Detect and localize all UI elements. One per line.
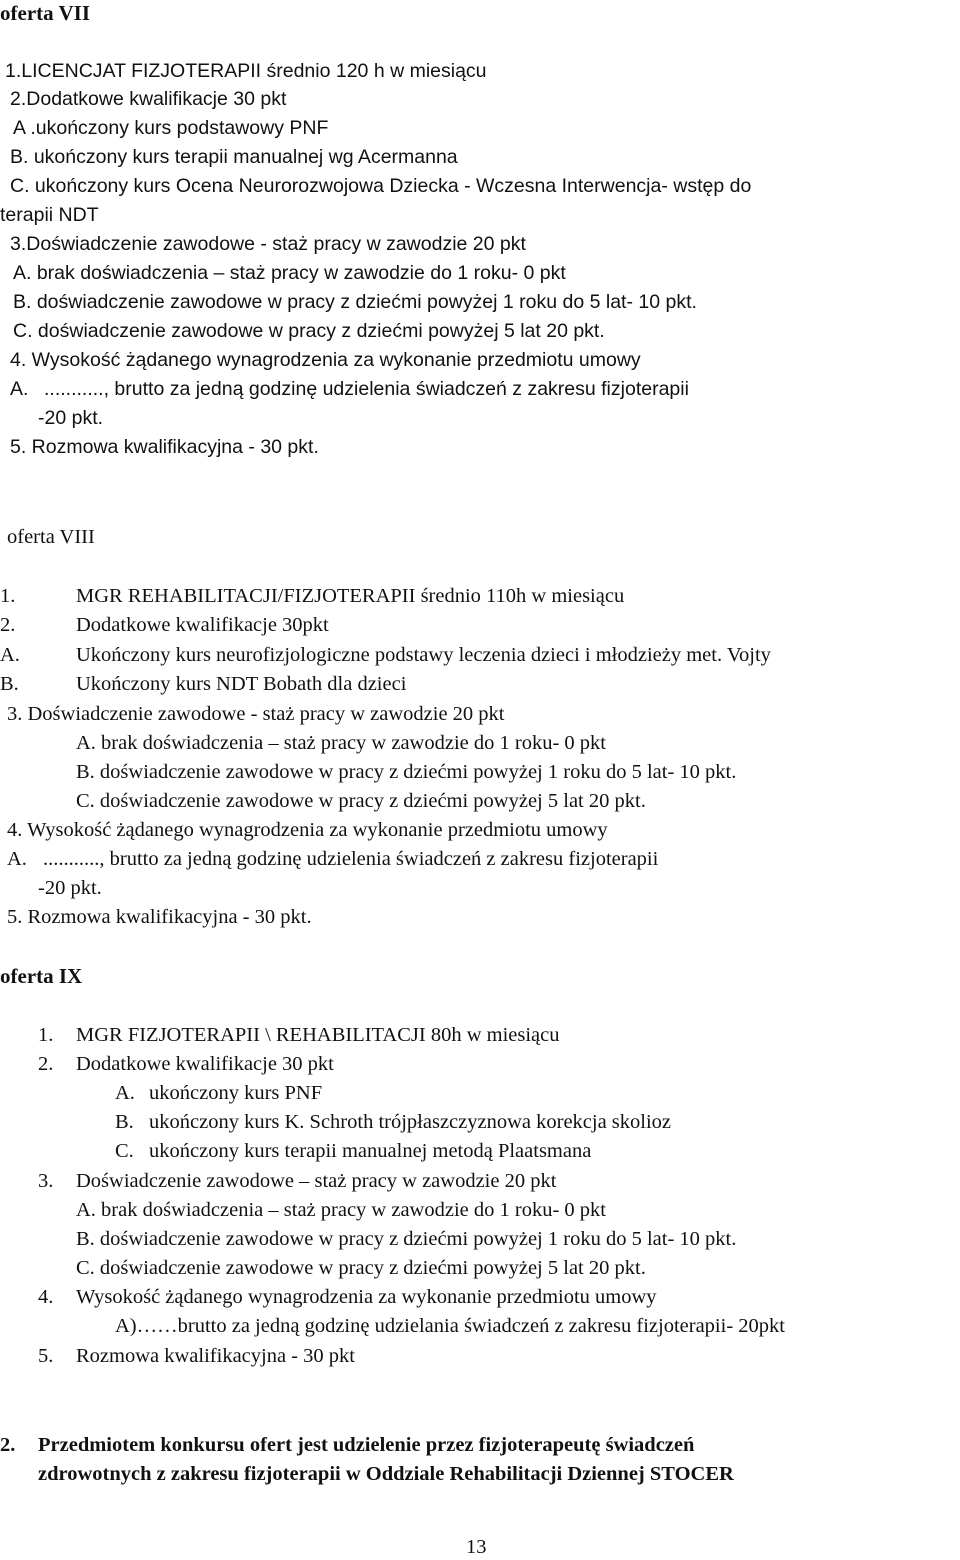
oferta-9-line-12 — [38, 1343, 355, 1369]
oferta-7-line-2: 2.Dodatkowe kwalifikacje 30 pkt — [10, 88, 287, 110]
oferta-9-line-2-text: Dodatkowe kwalifikacje 30 pkt — [76, 1053, 334, 1075]
oferta-8-line-4-label: B. — [0, 673, 19, 695]
section-2-number: 2. — [0, 1434, 16, 1456]
oferta-9-line-3-label: A. — [115, 1082, 135, 1104]
oferta-8-heading: oferta VIII — [7, 526, 95, 548]
oferta-7-line-14: 5. Rozmowa kwalifikacyjna - 30 pkt. — [10, 436, 319, 458]
oferta-8-line-9: 4. Wysokość żądanego wynagrodzenia za wykonanie przedmiotu umowy — [7, 819, 608, 841]
oferta-7-line-8: A. brak doświadczenia – staż pracy w zawodzie do 1 roku- 0 pkt — [13, 262, 566, 284]
oferta-9-line-4-text: ukończony kurs K. Schroth trójpłaszczyznowa korekcja skolioz — [149, 1111, 672, 1133]
oferta-8-line-10 — [7, 846, 658, 872]
oferta-7-line-12-label: A. — [10, 378, 29, 400]
oferta-8-line-3-text: Ukończony kurs neurofizjologiczne podstawy leczenia dzieci i młodzieży met. Vojty — [76, 644, 771, 666]
oferta-7-line-11: 4. Wysokość żądanego wynagrodzenia za wykonanie przedmiotu umowy — [10, 349, 641, 371]
oferta-7-line-12-text: ..........., brutto za jedną godzinę udzielenia świadczeń z zakresu fizjoterapii — [44, 378, 689, 400]
oferta-7-line-3: A .ukończony kurs podstawowy PNF — [13, 117, 329, 139]
oferta-7-line-5: C. ukończony kurs Ocena Neurorozwojowa Dziecka - Wczesna Interwencja- wstęp do — [10, 175, 752, 197]
oferta-8-line-10-text: ..........., brutto za jedną godzinę udzielenia świadczeń z zakresu fizjoterapii — [43, 848, 659, 870]
oferta-9-line-4 — [115, 1109, 671, 1135]
oferta-9-line-2 — [38, 1051, 334, 1077]
oferta-9-line-5-label: C. — [115, 1140, 134, 1162]
oferta-9-line-7: A. brak doświadczenia – staż pracy w zawodzie do 1 roku- 0 pkt — [76, 1199, 606, 1221]
oferta-8-line-1-number: 1. — [0, 585, 16, 607]
oferta-9-line-6-text: Doświadczenie zawodowe – staż pracy w zawodzie 20 pkt — [76, 1170, 557, 1192]
oferta-8-line-3 — [0, 642, 771, 668]
oferta-9-line-6 — [38, 1168, 556, 1194]
oferta-7-line-6: terapii NDT — [0, 204, 99, 226]
oferta-9-line-1 — [38, 1022, 560, 1048]
oferta-9-line-8: B. doświadczenie zawodowe w pracy z dziećmi powyżej 1 roku do 5 lat- 10 pkt. — [76, 1228, 737, 1250]
oferta-8-line-2 — [0, 612, 329, 638]
oferta-9-line-9: C. doświadczenie zawodowe w pracy z dziećmi powyżej 5 lat 20 pkt. — [76, 1257, 646, 1279]
oferta-8-line-8: C. doświadczenie zawodowe w pracy z dziećmi powyżej 5 lat 20 pkt. — [76, 790, 646, 812]
oferta-7-line-10: C. doświadczenie zawodowe w pracy z dziećmi powyżej 5 lat 20 pkt. — [13, 320, 605, 342]
oferta-7-line-4: B. ukończony kurs terapii manualnej wg Acermanna — [10, 146, 458, 168]
oferta-8-line-2-text: Dodatkowe kwalifikacje 30pkt — [76, 614, 329, 636]
oferta-9-line-2-number: 2. — [38, 1053, 54, 1075]
oferta-9-line-6-number: 3. — [38, 1170, 54, 1192]
oferta-7-line-1: 1.LICENCJAT FIZJOTERAPII średnio 120 h w miesiącu — [5, 60, 487, 82]
oferta-8-line-10-label: A. — [7, 848, 27, 870]
oferta-9-line-1-text: MGR FIZJOTERAPII \ REHABILITACJI 80h w miesiącu — [76, 1024, 560, 1046]
oferta-7-line-9: B. doświadczenie zawodowe w pracy z dziećmi powyżej 1 roku do 5 lat- 10 pkt. — [13, 291, 697, 313]
oferta-8-line-3-label: A. — [0, 644, 20, 666]
oferta-9-line-10-text: Wysokość żądanego wynagrodzenia za wykonanie przedmiotu umowy — [76, 1286, 657, 1308]
oferta-9-line-12-text: Rozmowa kwalifikacyjna - 30 pkt — [76, 1345, 355, 1367]
oferta-8-line-6: A. brak doświadczenia – staż pracy w zawodzie do 1 roku- 0 pkt — [76, 732, 606, 754]
oferta-8-line-11: -20 pkt. — [38, 877, 102, 899]
oferta-9-line-3 — [115, 1080, 322, 1106]
oferta-8-line-4-text: Ukończony kurs NDT Bobath dla dzieci — [76, 673, 407, 695]
oferta-7-line-12 — [10, 376, 689, 402]
oferta-9-line-12-number: 5. — [38, 1345, 54, 1367]
oferta-8-line-2-number: 2. — [0, 614, 16, 636]
oferta-7-line-7: 3.Doświadczenie zawodowe - staż pracy w zawodzie 20 pkt — [10, 233, 526, 255]
oferta-8-line-12: 5. Rozmowa kwalifikacyjna - 30 pkt. — [7, 906, 312, 928]
oferta-8-line-1-text: MGR REHABILITACJI/FIZJOTERAPII średnio 110h w miesiącu — [76, 585, 625, 607]
section-2-text-1: Przedmiotem konkursu ofert jest udzielenie przez fizjoterapeutę świadczeń — [38, 1434, 695, 1456]
oferta-9-line-11: A)……brutto za jedną godzinę udzielania świadczeń z zakresu fizjoterapii- 20pkt — [115, 1315, 785, 1337]
oferta-9-line-5-text: ukończony kurs terapii manualnej metodą Plaatsmana — [149, 1140, 592, 1162]
page-number: 13 — [466, 1536, 487, 1558]
oferta-9-line-3-text: ukończony kurs PNF — [149, 1082, 323, 1104]
oferta-9-heading: oferta IX — [0, 964, 83, 988]
oferta-8-line-5: 3. Doświadczenie zawodowe - staż pracy w zawodzie 20 pkt — [7, 703, 505, 725]
oferta-8-line-7: B. doświadczenie zawodowe w pracy z dziećmi powyżej 1 roku do 5 lat- 10 pkt. — [76, 761, 737, 783]
oferta-9-line-1-number: 1. — [38, 1024, 54, 1046]
oferta-7-heading: oferta VII — [0, 1, 91, 25]
oferta-9-line-10 — [38, 1284, 657, 1310]
oferta-8-line-1 — [0, 583, 624, 609]
oferta-9-line-10-number: 4. — [38, 1286, 54, 1308]
oferta-9-line-5 — [115, 1138, 591, 1164]
section-2-line-1 — [0, 1432, 694, 1458]
section-2-line-2: zdrowotnych z zakresu fizjoterapii w Oddziale Rehabilitacji Dziennej STOCER — [38, 1463, 734, 1485]
oferta-7-line-13: -20 pkt. — [38, 407, 104, 429]
oferta-9-line-4-label: B. — [115, 1111, 134, 1133]
oferta-8-line-4 — [0, 671, 406, 697]
